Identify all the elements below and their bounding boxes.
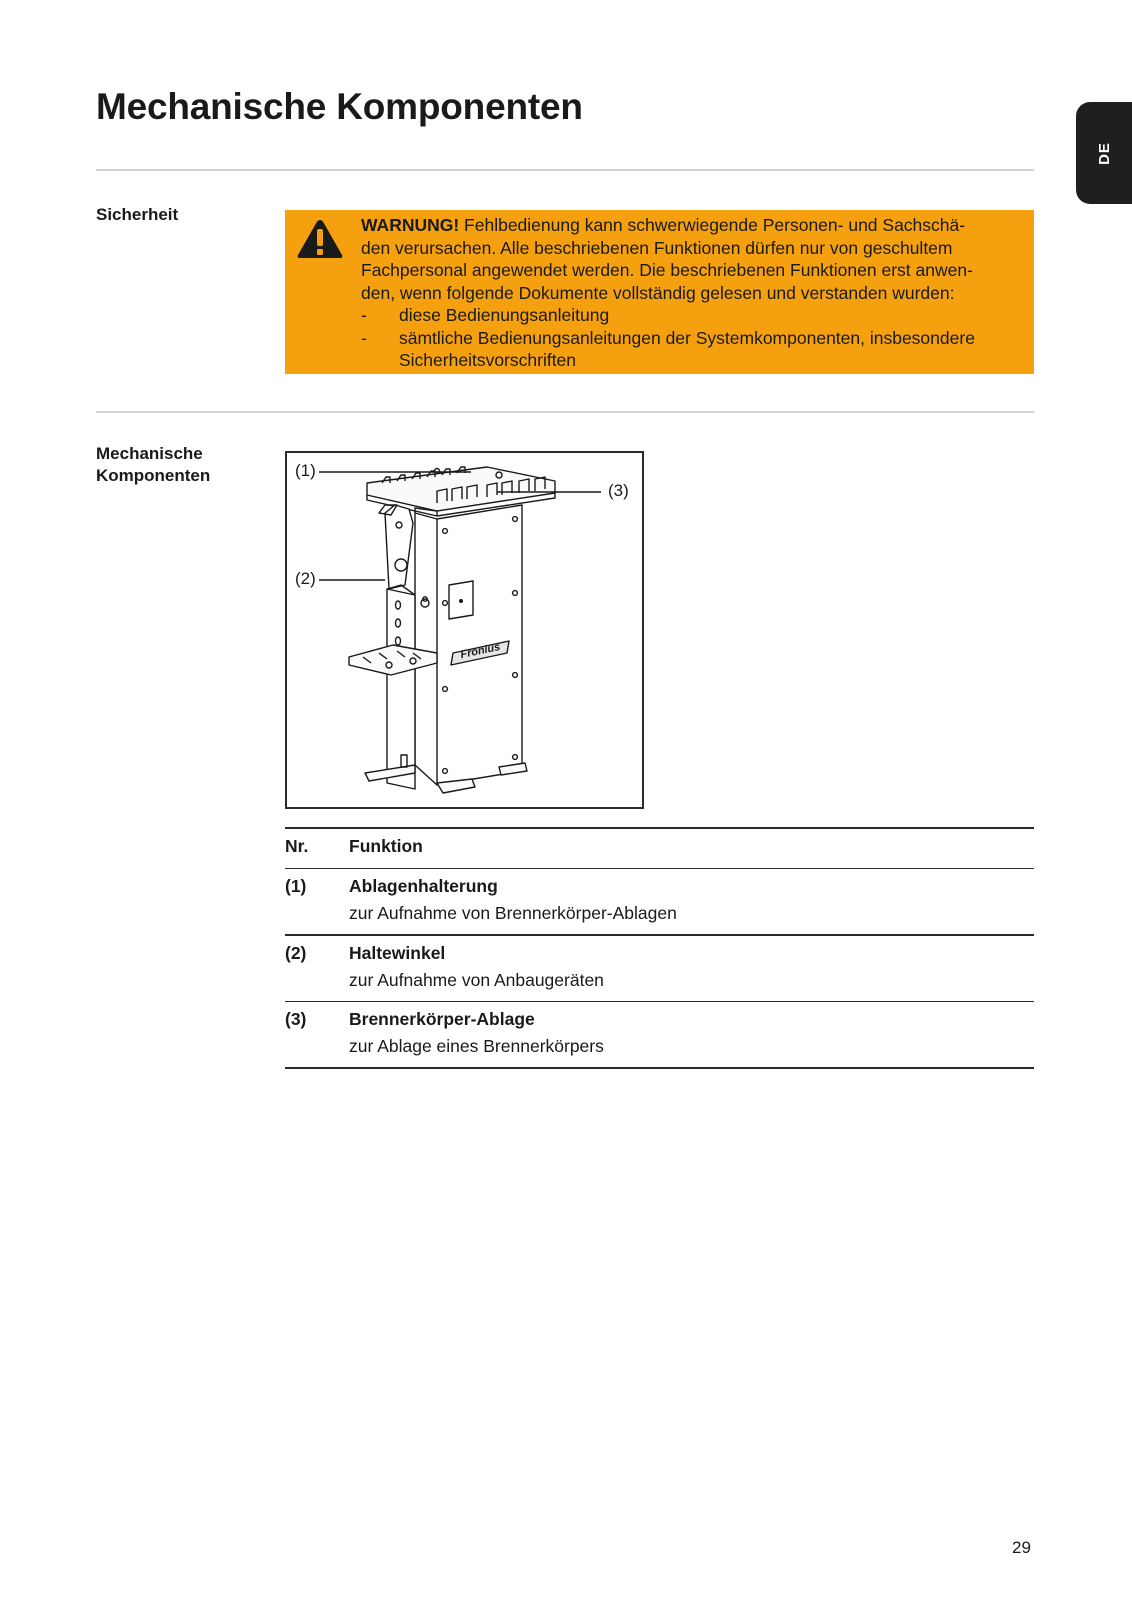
page-title: Mechanische Komponenten [96, 86, 583, 127]
table-row [285, 936, 1034, 1001]
callout-2: (2) [295, 569, 316, 588]
section-label-safety: Sicherheit [96, 205, 179, 224]
language-tab [1076, 102, 1132, 204]
bullet-dash: - [361, 305, 367, 325]
header-function: Funktion [349, 835, 423, 856]
warning-line: Fehlbedienung kann schwerwiegende Personen- und Sachschä- [459, 215, 966, 235]
row-name: Haltewinkel [349, 942, 446, 963]
product-illustration [285, 451, 644, 809]
table-rule [285, 1067, 1034, 1069]
callout-3: (3) [608, 481, 629, 500]
row-nr: (1) [285, 876, 307, 896]
warning-box [285, 210, 1034, 374]
brand-mark: Fronius [459, 641, 502, 662]
bullet-text: diese Bedienungsanleitung [399, 305, 610, 325]
page-number: 29 [1012, 1538, 1031, 1557]
header-nr: Nr. [285, 835, 309, 856]
warning-line: den, wenn folgende Dokumente vollständig gelesen und verstanden wurden: [361, 282, 955, 303]
callout-1: (1) [295, 461, 316, 480]
table-header [285, 829, 1034, 868]
row-desc: zur Ablage eines Brennerkörpers [349, 1036, 604, 1056]
warning-bullet [361, 304, 1031, 327]
warning-triangle-icon [295, 217, 345, 261]
row-name: Ablagenhalterung [349, 876, 498, 896]
row-nr: (2) [285, 942, 307, 963]
row-name: Brennerkörper-Ablage [349, 1009, 535, 1029]
warning-line: Fachpersonal angewendet werden. Die beschriebenen Funktionen erst anwen- [361, 260, 973, 280]
warning-lead: WARNUNG! [361, 215, 460, 235]
warning-line: den verursachen. Alle beschriebenen Funktionen dürfen nur von geschultem [361, 237, 953, 258]
bullet-text: sämtliche Bedienungsanleitungen der Systemkomponenten, insbesondere Sicherheitsvorschriften [399, 327, 975, 370]
table-row [285, 869, 1034, 934]
row-desc: zur Aufnahme von Anbaugeräten [349, 969, 604, 990]
row-desc: zur Aufnahme von Brennerkörper-Ablagen [349, 903, 677, 923]
table-row [285, 1002, 1034, 1067]
section-label-components: Mechanische Komponenten [96, 444, 211, 485]
row-nr: (3) [285, 1009, 307, 1029]
language-tab-label: DE [1095, 141, 1113, 165]
warning-bullet [361, 327, 1031, 372]
divider [96, 169, 1034, 171]
bullet-dash: - [361, 327, 367, 348]
divider [96, 411, 1034, 413]
stand-drawing [287, 453, 642, 807]
warning-text [361, 214, 1031, 372]
components-table [285, 827, 1034, 1069]
